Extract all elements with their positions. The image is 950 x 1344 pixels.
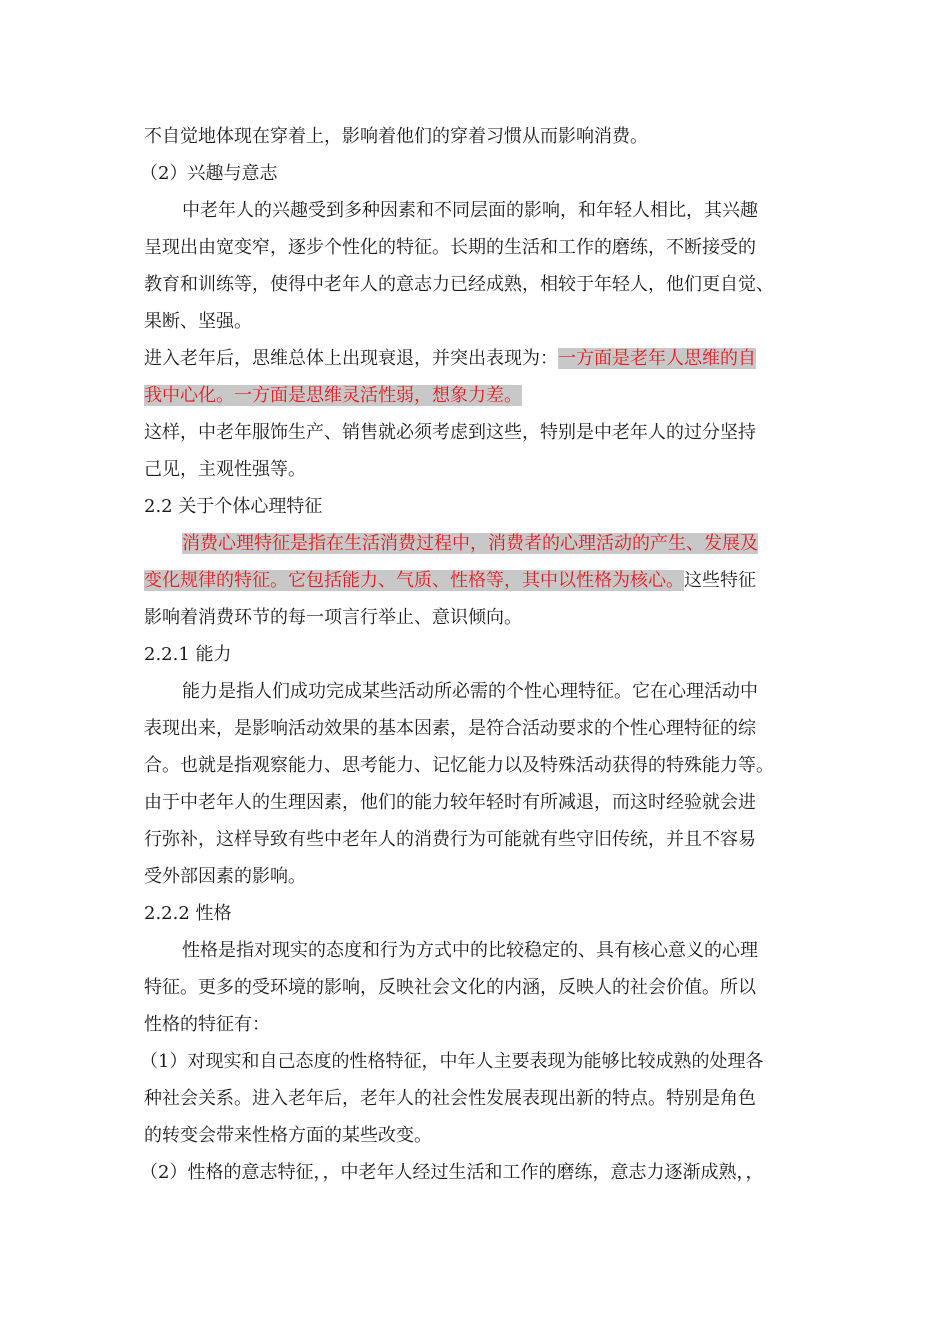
paragraph-line: 性格的特征有：	[144, 1014, 270, 1035]
plain-text: 这些特征	[684, 570, 756, 591]
highlighted-text: 消费心理特征是指在生活消费过程中，消费者的心理活动的产生、发展及	[182, 533, 758, 554]
paragraph-line: 中老年人的兴趣受到多种因素和不同层面的影响，和年轻人相比，其兴趣	[182, 200, 758, 221]
paragraph-line: 影响着消费环节的每一项言行举止、意识倾向。	[144, 607, 522, 628]
section-heading-2-2-2: 2.2.2 性格	[144, 903, 232, 924]
paragraph-line: （1）对现实和自己态度的性格特征，中年人主要表现为能够比较成熟的处理各	[140, 1051, 764, 1072]
paragraph-line: 己见，主观性强等。	[144, 459, 306, 480]
paragraph-line: 性格是指对现实的态度和行为方式中的比较稳定的、具有核心意义的心理	[182, 940, 758, 961]
paragraph-line: 种社会关系。进入老年后，老年人的社会性发展表现出新的特点。特别是角色	[144, 1088, 756, 1109]
paragraph-line: 表现出来，是影响活动效果的基本因素，是符合活动要求的个性心理特征的综	[144, 718, 756, 739]
paragraph-line: 合。也就是指观察能力、思考能力、记忆能力以及特殊活动获得的特殊能力等。	[144, 755, 774, 776]
section-heading-2-2-1: 2.2.1 能力	[144, 644, 232, 665]
paragraph-line: 行弥补，这样导致有些中老年人的消费行为可能就有些守旧传统，并且不容易	[144, 829, 756, 850]
highlighted-text: 变化规律的特征。它包括能力、气质、性格等，其中以性格为核心。	[144, 570, 684, 591]
paragraph-line: 能力是指人们成功完成某些活动所必需的个性心理特征。它在心理活动中	[182, 681, 758, 702]
paragraph-line: （2）性格的意志特征，，中老年人经过生活和工作的磨练，意志力逐渐成熟，，	[140, 1162, 764, 1183]
document-body	[140, 118, 824, 1191]
paragraph-line: 受外部因素的影响。	[144, 866, 306, 887]
paragraph-line: 果断、坚强。	[144, 311, 252, 332]
paragraph-line	[144, 562, 824, 599]
plain-text: 进入老年后，思维总体上出现衰退，并突出表现为：	[144, 348, 558, 369]
paragraph-line: 特征。更多的受环境的影响，反映社会文化的内涵，反映人的社会价值。所以	[144, 977, 756, 998]
paragraph-line: 由于中老年人的生理因素，他们的能力较年轻时有所减退，而这时经验就会进	[144, 792, 756, 813]
highlighted-text: 一方面是老年人思维的自	[558, 348, 756, 369]
subheading-interest-will: （2）兴趣与意志	[140, 163, 278, 184]
paragraph-line: 的转变会带来性格方面的某些改变。	[144, 1125, 432, 1146]
section-heading-2-2: 2.2 关于个体心理特征	[144, 496, 323, 517]
paragraph-line: 呈现出由宽变窄，逐步个性化的特征。长期的生活和工作的磨练，不断接受的	[144, 237, 756, 258]
paragraph-line	[144, 340, 824, 377]
paragraph-line	[144, 525, 824, 562]
paragraph-line: 不自觉地体现在穿着上，影响着他们的穿着习惯从而影响消费。	[144, 126, 648, 147]
paragraph-line: 教育和训练等，使得中老年人的意志力已经成熟，相较于年轻人，他们更自觉、	[144, 274, 774, 295]
paragraph-line	[144, 377, 824, 414]
paragraph-line: 这样，中老年服饰生产、销售就必须考虑到这些，特别是中老年人的过分坚持	[144, 422, 756, 443]
highlighted-text: 我中心化。一方面是思维灵活性弱，想象力差。	[144, 385, 522, 406]
